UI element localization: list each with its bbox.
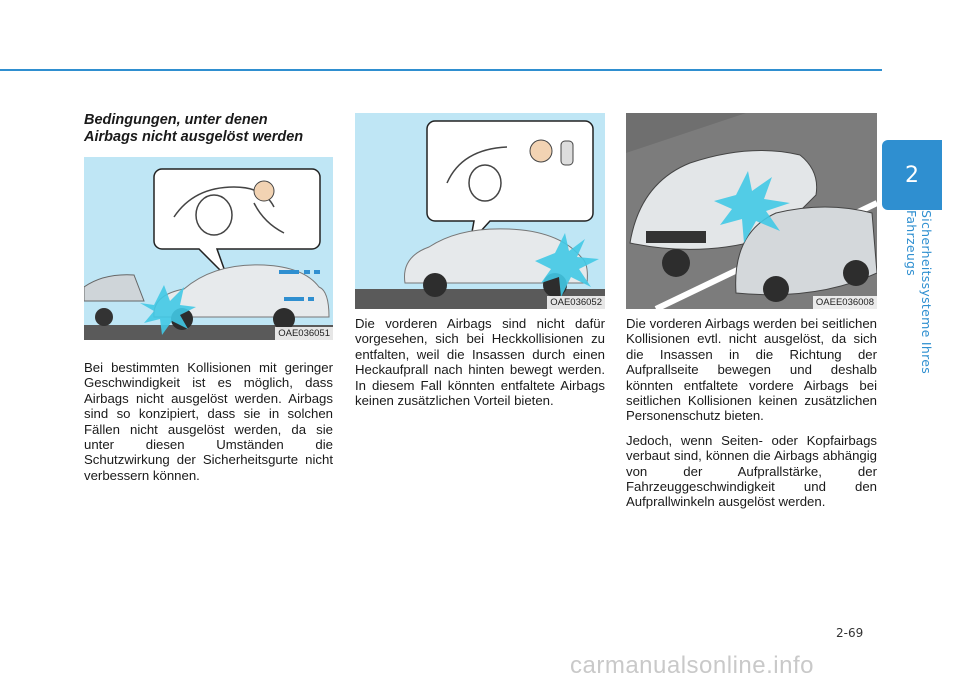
figure-low-speed-collision: [84, 157, 333, 340]
figure-rear-collision: [355, 113, 605, 309]
section-heading-line1: Bedingungen, unter denen: [84, 112, 268, 128]
page-number: 2-69: [836, 626, 864, 640]
figure-code: OAE036052: [547, 296, 605, 309]
middle-column-text: [355, 316, 605, 408]
paragraph: Die vorderen Airbags sind nicht dafür vorgesehen, sich bei Heckkollisionen zu entfalten, weil die Insassen durch einen Heckaufprall nach hinten bewegt werden. In diesem Fall könnten entfaltete Airbags keinen zusätzlichen Vorteil bieten.: [355, 316, 605, 409]
left-column-text: [84, 360, 333, 483]
figure-side-collision: [626, 113, 877, 309]
figure-code: OAEE036008: [813, 296, 877, 309]
chapter-tab: [882, 140, 942, 210]
right-column-text: [626, 316, 877, 510]
side-collision-illustration: [626, 113, 877, 309]
watermark: carmanualsonline.info: [570, 652, 814, 679]
chapter-title: Sicherheitssysteme Ihres Fahrzeugs: [904, 210, 934, 375]
figure-code: OAE036051: [275, 327, 333, 340]
paragraph: Die vorderen Airbags werden bei seitlichen Kollisionen evtl. nicht ausgelöst, da sich die Insassen in die Richtung der Aufprallseite bewegen und deshalb könnten entfaltete vordere Airbags bei seitlichen Kollisionen keinen zusätzlichen Personenschutz bieten.: [626, 316, 877, 424]
paragraph: Bei bestimmten Kollisionen mit geringer Geschwindigkeit ist es möglich, dass Airbags nicht ausgelöst werden. Airbags sind so konzipiert, dass sie in solchen Fällen nicht ausgelöst werden, da sie unter diesen Umständen die Schutzwirkung der Sicherheitsgurte nicht verbessern können.: [84, 360, 333, 483]
chapter-number: 2: [905, 162, 919, 188]
section-heading-line2: Airbags nicht ausgelöst werden: [84, 129, 304, 145]
header-rule: [0, 69, 882, 71]
section-heading: [84, 112, 334, 146]
low-speed-collision-illustration: [84, 157, 333, 340]
paragraph: Jedoch, wenn Seiten- oder Kopfairbags verbaut sind, können die Airbags abhängig von der Aufprallstärke, der Fahrzeuggeschwindigkeit und den Aufprallwinkeln ausgelöst werden.: [626, 432, 877, 510]
rear-collision-illustration: [355, 113, 605, 309]
